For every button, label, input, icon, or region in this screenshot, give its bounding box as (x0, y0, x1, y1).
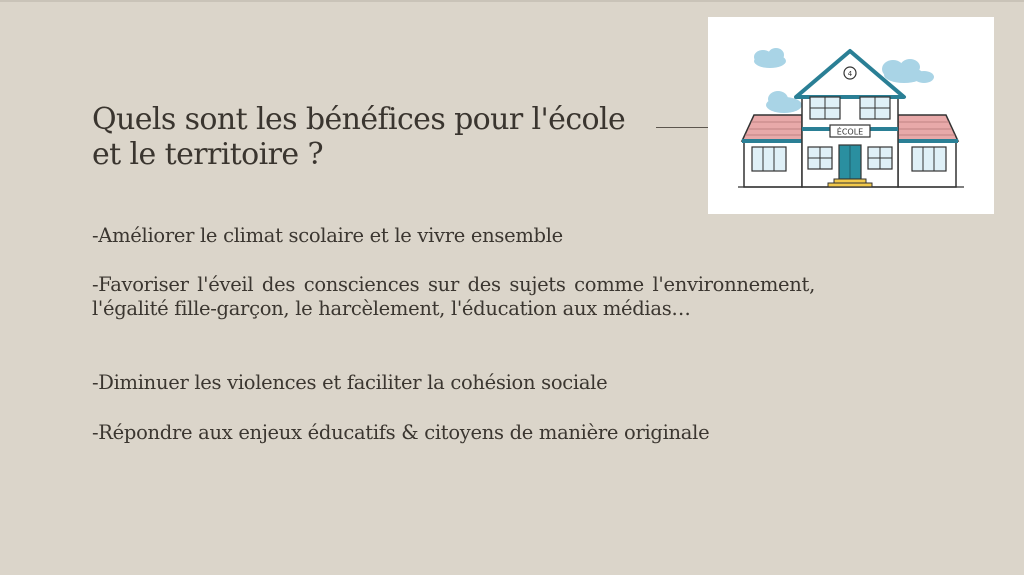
svg-text:4: 4 (847, 70, 853, 78)
bullet-violences-cohesion: -Diminuer les violences et faciliter la cohésion sociale (92, 371, 608, 394)
bullet-climat-scolaire: -Améliorer le climat scolaire et le vivre ensemble (92, 224, 563, 247)
bullet-enjeux-educatifs: -Répondre aux enjeux éducatifs & citoyens de manière originale (92, 421, 710, 444)
title-divider-line (656, 127, 710, 128)
slide-title-line-2: et le territoire ? (92, 137, 323, 172)
school-sign-text: ÉCOLE (836, 127, 864, 137)
slide-top-edge (0, 0, 1024, 2)
school-building-icon (708, 17, 994, 214)
slide-title (92, 102, 652, 172)
slide-title-line-1: Quels sont les bénéfices pour l'école (92, 102, 626, 137)
bullet-eveil-consciences: -Favoriser l'éveil des consciences sur des sujets comme l'environnement, l'égalité fille-garçon, le harcèlement, l'éducation aux médias… (92, 273, 815, 320)
school-illustration (708, 17, 994, 214)
